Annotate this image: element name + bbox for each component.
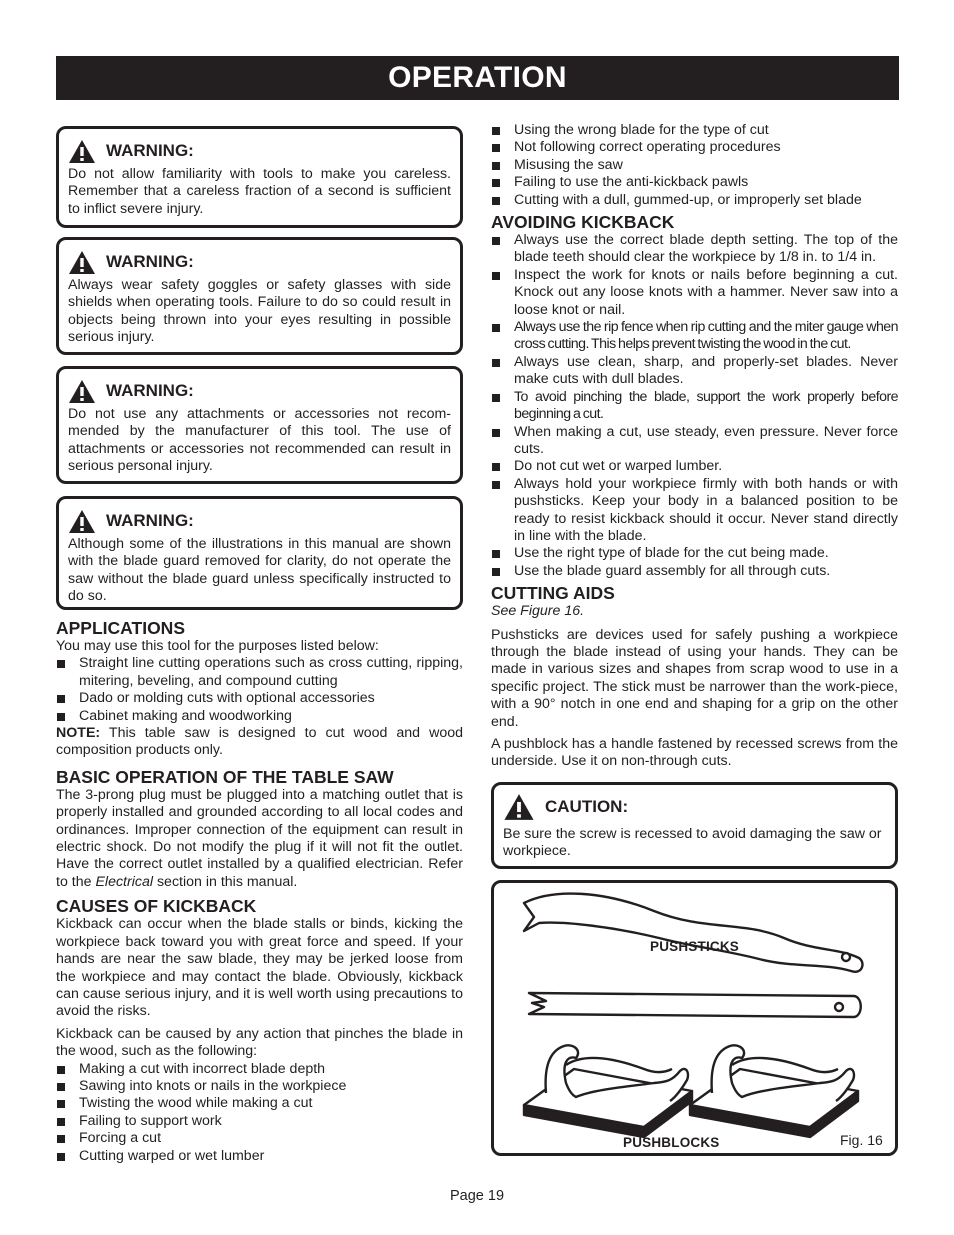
list-item: Use the blade guard assembly for all through cuts. [491, 563, 898, 580]
caution-box [491, 782, 898, 869]
curved-pushstick-shape [524, 893, 862, 971]
note-label: NOTE: [56, 725, 101, 742]
hanging-hole-icon [835, 1003, 843, 1011]
see-figure-ref: See Figure 16. [491, 603, 585, 620]
warning-triangle-icon [503, 793, 535, 821]
avoiding-kickback-list [491, 232, 898, 580]
list-item: Use the right type of blade for the cut being made. [491, 545, 898, 562]
warning-text: Although some of the illustrations in this manual are shown with the blade guard removed for clarity, do not operate the saw without the blade guard unless specifically instructed to do so. [68, 536, 451, 605]
warning-label: WARNING: [106, 511, 194, 531]
list-item: Failing to support work [56, 1113, 463, 1130]
warning-box-goggles [56, 237, 463, 355]
list-item: Do not cut wet or warped lumber. [491, 458, 898, 475]
list-item: Always hold your workpiece firmly with both hands or with pushsticks. Keep your body in a balanced position to be ready to resist kickback should it occur. Never stand directly in line with the blade. [491, 476, 898, 546]
list-item: Always use clean, sharp, and properly-set blades. Never make cuts with dull blades. [491, 354, 898, 389]
caution-label: CAUTION: [545, 797, 629, 817]
causes-kickback-list-continued [491, 122, 898, 209]
warning-box-attachments [56, 366, 463, 484]
warning-triangle-icon [68, 509, 96, 534]
note-text: This table saw is designed to cut wood and wood composition products only. [56, 725, 463, 759]
figure-number: Fig. 16 [840, 1131, 883, 1148]
list-item: When making a cut, use steady, even pressure. Never force cuts. [491, 424, 898, 459]
page-number: Page 19 [449, 1188, 505, 1204]
warning-text: Always wear safety goggles or safety glasses with side shields when operating tools. Failure to do so could result in objects being thrown into your eyes resulting in possible serious injury. [68, 277, 451, 346]
causes-kickback-heading: CAUSES OF KICKBACK [56, 896, 257, 917]
left-column [56, 126, 463, 1165]
cutting-aids-para1: Pushsticks are devices used for safely pushing a workpiece through the blade instead of using your hands. They can be made in various sizes and shapes from scrap wood to use in a specific project. The stick must be narrower than the work-piece, with a 90° notch in one end and shaping for a grip on the other end. [491, 626, 898, 730]
causes-kickback-list [56, 1061, 463, 1165]
causes-kickback-para1: Kickback can occur when the blade stalls or binds, kicking the workpiece back toward you with great force and speed. If your hands are near the saw blade, they may be jerked loose from the workpiece and may contact the blade. Obviously, kickback can cause serious injury, and it is well worth using precautions to avoid the risks. [56, 916, 463, 1020]
right-column [491, 122, 898, 1156]
pushblocks-label: PUSHBLOCKS [623, 1134, 720, 1150]
avoiding-kickback-heading: AVOIDING KICKBACK [491, 212, 675, 233]
list-item: Cutting with a dull, gummed-up, or improperly set blade [491, 192, 898, 209]
basic-operation-text: The 3-prong plug must be plugged into a matching outlet that is properly installed and grounded according to all local codes and ordinances. Improper connection of the equipment can result in electric shock. Do not modify the plug if it will not fit the outlet. Have the correct outlet installed by a qualified electrician. Refer to the Electrical section in this manual. [56, 786, 463, 890]
straight-pushstick-shape [529, 993, 861, 1017]
caution-text: Be sure the screw is recessed to avoid damaging the saw or workpiece. [503, 825, 882, 860]
applications-intro: You may use this tool for the purposes listed below: [56, 638, 379, 654]
list-item: Straight line cutting operations such as cross cutting, ripping, mitering, beveling, and compound cutting [56, 655, 463, 690]
figure-16 [491, 880, 898, 1156]
list-item: Always use the rip fence when rip cutting and the miter gauge when cross cutting. This helps prevent twisting the wood in the cut. [491, 319, 898, 354]
list-item: Cutting warped or wet lumber [56, 1148, 463, 1165]
list-item: Making a cut with incorrect blade depth [56, 1061, 463, 1078]
warning-triangle-icon [68, 379, 96, 404]
list-item: Forcing a cut [56, 1130, 463, 1147]
list-item: Using the wrong blade for the type of cut [491, 122, 898, 139]
warning-label: WARNING: [106, 252, 194, 272]
list-item: Dado or molding cuts with optional accessories [56, 690, 463, 707]
pushsticks-label: PUSHSTICKS [650, 938, 740, 954]
warning-label: WARNING: [106, 141, 194, 161]
warning-text: Do not use any attachments or accessories not recom-mended by the manufacturer of this tool. The use of attachments or accessories not recommended can result in serious personal injury. [68, 406, 451, 475]
cutting-aids-para2: A pushblock has a handle fastened by recessed screws from the underside. Use it on non-through cuts. [491, 736, 898, 770]
applications-heading: APPLICATIONS [56, 618, 185, 638]
list-item: To avoid pinching the blade, support the work properly before beginning a cut. [491, 389, 898, 424]
list-item: Misusing the saw [491, 157, 898, 174]
basic-operation-heading: BASIC OPERATION OF THE TABLE SAW [56, 766, 394, 787]
warning-label: WARNING: [106, 381, 194, 401]
electrical-reference: Electrical [95, 873, 154, 890]
applications-list [56, 655, 463, 725]
list-item: Cabinet making and woodworking [56, 708, 463, 725]
cutting-aids-heading: CUTTING AIDS [491, 583, 615, 604]
list-item: Sawing into knots or nails in the workpiece [56, 1078, 463, 1095]
warning-triangle-icon [68, 139, 96, 164]
hanging-hole-icon [842, 953, 850, 961]
warning-text: Do not allow familiarity with tools to make you careless. Remember that a careless fraction of a second is sufficient to inflict severe injury. [68, 166, 451, 217]
applications-note [56, 725, 463, 760]
warning-box-blade-guard [56, 496, 463, 610]
list-item: Not following correct operating procedures [491, 139, 898, 156]
list-item: Always use the correct blade depth setting. The top of the blade teeth should clear the workpiece by 1/8 in. to 1/4 in. [491, 232, 898, 267]
warning-box-familiarity [56, 126, 463, 228]
list-item: Failing to use the anti-kickback pawls [491, 174, 898, 191]
pushsticks-pushblocks-illustration [494, 883, 894, 1153]
list-item: Twisting the wood while making a cut [56, 1095, 463, 1112]
causes-kickback-para2: Kickback can be caused by any action that pinches the blade in the wood, such as the following: [56, 1025, 463, 1060]
warning-triangle-icon [68, 250, 96, 275]
list-item: Inspect the work for knots or nails before beginning a cut. Knock out any loose knots with a hammer. Never saw into a loose knot or nail. [491, 267, 898, 319]
page-title: OPERATION [56, 56, 899, 100]
